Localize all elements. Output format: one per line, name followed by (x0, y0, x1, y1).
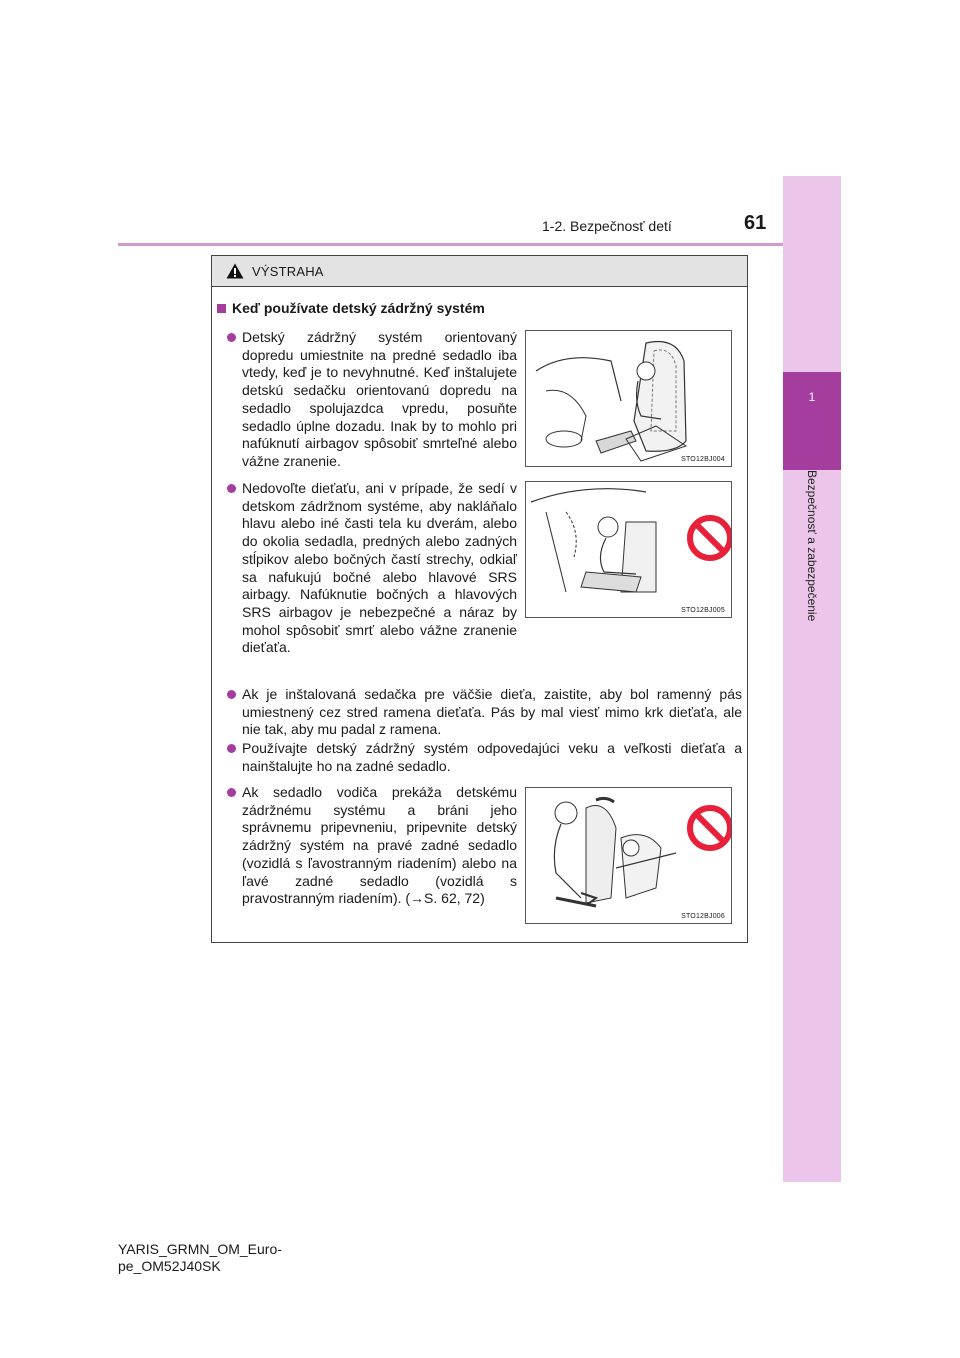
warning-title: VÝSTRAHA (252, 263, 324, 279)
bullet-icon (227, 744, 236, 753)
bullet-icon (227, 788, 236, 797)
warning-header (212, 256, 747, 287)
driver-seat-obstruction-illustration (525, 787, 732, 924)
child-seat-front-illustration (525, 330, 732, 467)
square-bullet-icon (217, 304, 226, 313)
child-lean-illustration (525, 481, 732, 618)
section-heading-text: Keď používate detský zádržný systém (232, 300, 485, 316)
lean-image (526, 482, 732, 618)
list-item-text: Používajte detský zádržný systém odpovedajúci veku a veľkosti dieťaťa a nainštalujte ho na zadné sedadlo. (242, 740, 742, 774)
obstruction-image (526, 788, 732, 924)
chapter-tab-active (783, 372, 841, 470)
list-item (242, 480, 517, 657)
document-code-line2: pe_OM52J40SK (118, 1258, 221, 1274)
image-code: STO12BJ004 (681, 456, 725, 463)
chapter-title: Bezpečnosť a zabezpečenie (805, 470, 819, 622)
list-item (242, 740, 742, 775)
list-item (242, 686, 742, 739)
warning-icon (226, 263, 244, 279)
bullet-icon (227, 484, 236, 493)
front-seat-image (526, 331, 732, 467)
list-item-text: Detský zádržný systém orientovaný dopredu umiestnite na predné sedadlo iba vtedy, keď je to nevyhnutné. Keď inštalujete detskú sedačku orientovanú dopredu na sedadlo spolujazdca vpredu, posuňte sedadlo úplne dozadu. Inak by to mohlo pri nafúknutí airbagov spôsobiť smrteľné alebo vážne zranenie. (242, 329, 517, 469)
header-rule (118, 243, 783, 246)
section-heading (217, 300, 485, 316)
list-item-text: Ak je inštalovaná sedačka pre väčšie dieťa, zaistite, aby bol ramenný pás umiestnený cez stred ramena dieťaťa. Pás by mal viesť mimo krk dieťaťa, ale nie tak, aby mu padal z ramena. (242, 686, 742, 738)
chapter-number: 1 (808, 390, 816, 404)
list-item (242, 329, 517, 471)
bullet-icon (227, 690, 236, 699)
image-code: STO12BJ006 (681, 913, 725, 920)
document-code (118, 1241, 282, 1275)
page-number: 61 (744, 212, 767, 234)
list-item-text: Ak sedadlo vodiča prekáža detskému zádržnému systému a bráni jeho správnemu pripevneniu, pripevnite detský zádržný systém na pravé zadné sedadlo (vozidlá s ľavostranným riadením) alebo na ľavé zadné sedadlo (vozidlá s pravostranným riadením). (→S. 62, 72) (242, 784, 517, 907)
bullet-icon (227, 333, 236, 342)
list-item-text: Nedovoľte dieťaťu, ani v prípade, že sedí v detskom zádržnom systéme, aby nakláňalo hlavu alebo iné časti tela ku dverám, alebo do okolia sedadla, predných alebo zadných stĺpikov alebo bočných častí strechy, odkiaľ sa nafukujú bočné alebo hlavové SRS airbagy. Nafúknutie bočných a hlavových SRS airbagov je nebezpečné a náraz by mohol spôsobiť smrť alebo vážne zranenie dieťaťa. (242, 480, 517, 656)
list-item (242, 784, 517, 908)
section-title: 1-2. Bezpečnosť detí (542, 218, 672, 234)
document-code-line1: YARIS_GRMN_OM_Euro- (118, 1241, 282, 1257)
chapter-tab (783, 176, 841, 1182)
image-code: STO12BJ005 (681, 607, 725, 614)
